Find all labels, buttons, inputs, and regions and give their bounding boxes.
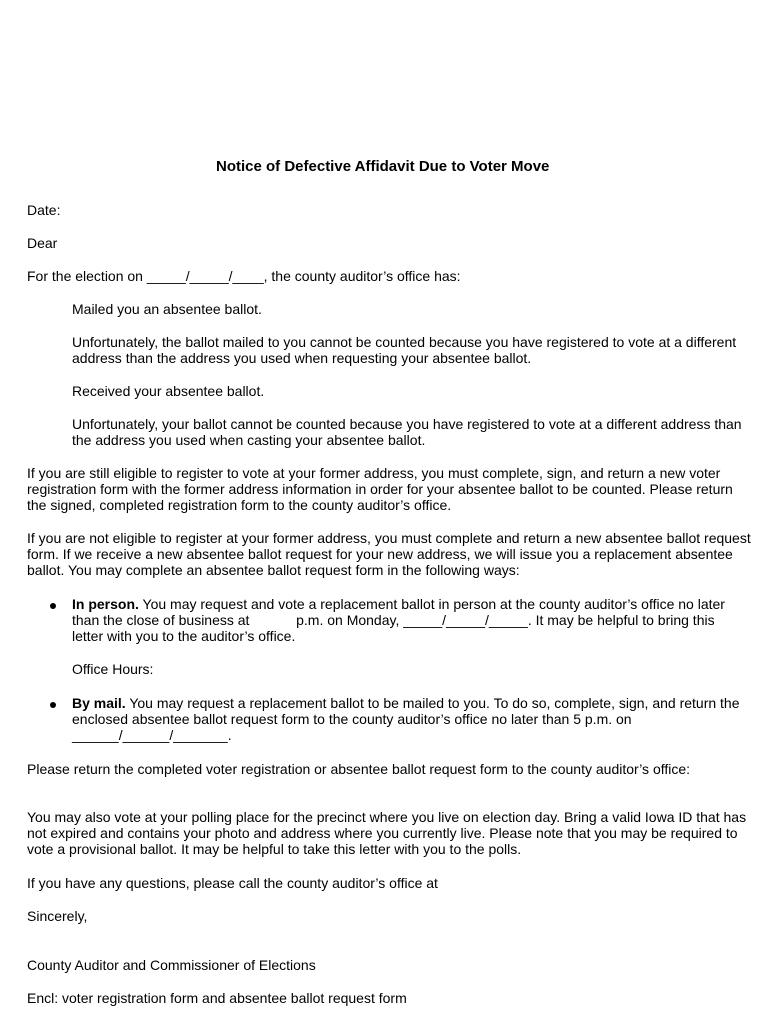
option-mailed-text-line: Unfortunately, the ballot mailed to you cannot be counted because you have registered to vote at a different <box>72 334 737 350</box>
document-title: Notice of Defective Affidavit Due to Voter Move <box>216 158 550 175</box>
option-mailed-text-line: address than the address you used when requesting your absentee ballot. <box>72 350 532 366</box>
in-person-line: than the close of business at p.m. on Monday, _____/_____/_____. It may be helpful to bring this <box>72 612 715 628</box>
by-mail-line: ______/______/_______. <box>72 727 232 743</box>
eligible-paragraph-line: the signed, completed registration form to the county auditor’s office. <box>27 497 452 513</box>
not-eligible-paragraph-line: form. If we receive a new absentee ballot request for your new address, we will issue you a replacement absentee <box>27 546 733 562</box>
eligible-paragraph-line: registration form with the former address information in order for your absentee ballot to be counted. Please return <box>27 481 733 497</box>
enclosures-line: Encl: voter registration form and absentee ballot request form <box>27 990 407 1006</box>
salutation: Dear <box>27 235 58 251</box>
in-person-heading: In person. <box>72 596 139 612</box>
eligible-paragraph-line: If you are still eligible to register to vote at your former address, you must complete, sign, and return a new voter <box>27 465 721 481</box>
not-eligible-paragraph-line: If you are not eligible to register at your former address, you must complete and return a new absentee ballot request <box>27 530 751 546</box>
bullet-icon <box>50 603 56 609</box>
option-mailed-label: Mailed you an absentee ballot. <box>72 301 262 317</box>
closing: Sincerely, <box>27 908 88 924</box>
office-hours-label: Office Hours: <box>72 661 154 677</box>
not-eligible-paragraph-line: ballot. You may complete an absentee ballot request form in the following ways: <box>27 562 520 578</box>
return-instruction: Please return the completed voter registration or absentee ballot request form to the county auditor’s office: <box>27 761 691 777</box>
signature-title: County Auditor and Commissioner of Elections <box>27 957 316 973</box>
date-label: Date: <box>27 202 61 218</box>
polling-paragraph-line: You may also vote at your polling place for the precinct where you live on election day. Bring a valid Iowa ID that has <box>27 809 747 825</box>
in-person-line: letter with you to the auditor’s office. <box>72 628 296 644</box>
election-date-line: For the election on _____/_____/____, the county auditor’s office has: <box>27 268 461 284</box>
by-mail-line <box>72 695 740 711</box>
polling-paragraph-line: not expired and contains your photo and address where you currently live. Please note that you may be required to <box>27 825 738 841</box>
by-mail-text: You may request a replacement ballot to be mailed to you. To do so, complete, sign, and return the <box>129 695 740 711</box>
in-person-text: You may request and vote a replacement ballot in person at the county auditor’s office no later <box>142 596 725 612</box>
option-received-label: Received your absentee ballot. <box>72 383 265 399</box>
option-received-text-line: the address you used when casting your absentee ballot. <box>72 432 426 448</box>
in-person-line <box>72 596 725 612</box>
by-mail-line: enclosed absentee ballot request form to the county auditor’s office no later than 5 p.m. on <box>72 711 632 727</box>
by-mail-heading: By mail. <box>72 695 126 711</box>
bullet-icon <box>50 702 56 708</box>
questions-line: If you have any questions, please call the county auditor’s office at <box>27 875 438 891</box>
polling-paragraph-line: vote a provisional ballot. It may be helpful to take this letter with you to the polls. <box>27 841 522 857</box>
option-received-text-line: Unfortunately, your ballot cannot be counted because you have registered to vote at a different address than <box>72 416 742 432</box>
